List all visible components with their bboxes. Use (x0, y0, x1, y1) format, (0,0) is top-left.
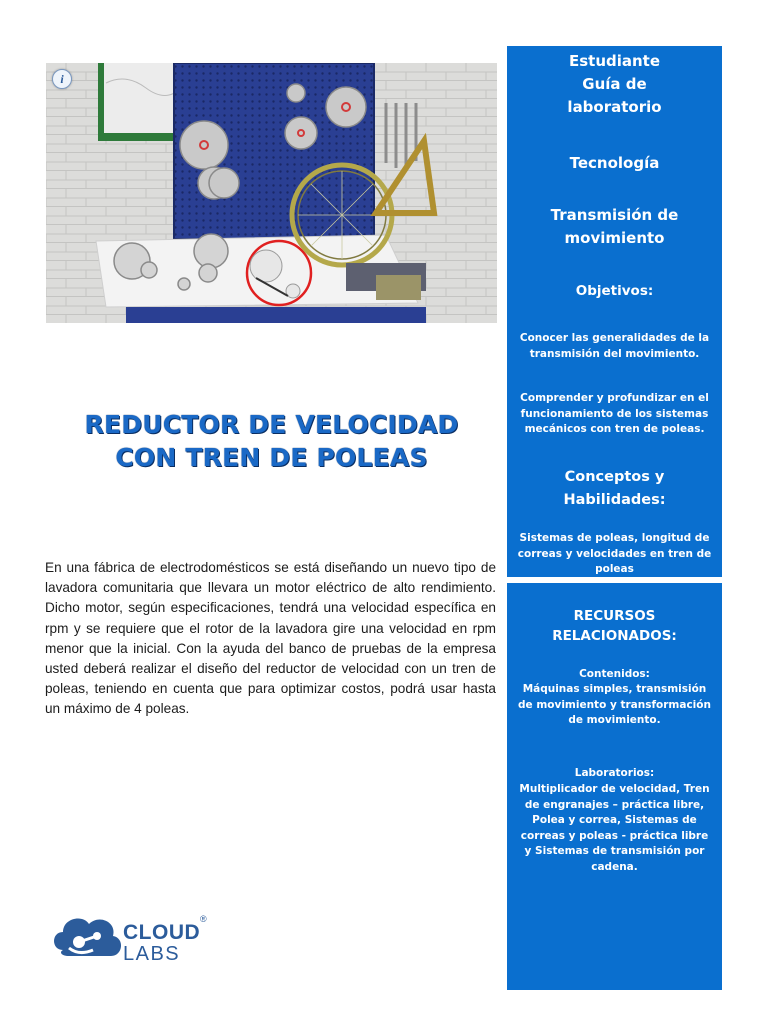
guide-sidebar (507, 46, 722, 990)
resources-heading (517, 606, 712, 646)
topic-line-1: Transmisión de (550, 206, 679, 224)
labs-text: Multiplicador de velocidad, Tren de engranajes – práctica libre, Polea y correa, Sistemas de correas y poleas - práctica libre y Sistemas de transmisión por cadena. (519, 783, 710, 873)
concepts-heading (517, 466, 712, 512)
cloudlabs-logo (49, 908, 219, 974)
concepts-text: Sistemas de poleas, longitud de correas y velocidades en tren de poleas (517, 532, 712, 575)
contents-text: Máquinas simples, transmisión de movimiento y transformación de movimiento. (518, 683, 711, 726)
resources-line-2: RELACIONADOS: (552, 628, 677, 644)
sidebar-divider (507, 577, 722, 583)
problem-statement: En una fábrica de electrodomésticos se está diseñando un nuevo tipo de lavadora comunitaria que llevara un motor eléctrico de alto rendimiento. Dicho motor, según especificaciones, tendrá una velocidad específica en rpm y se requiere que el rotor de la lavadora gire una velocidad en rpm menor que la inicial. Con la ayuda del banco de pruebas de la empresa usted deberá realizar el diseño del reductor de velocidad con un tren de poleas, teniendo en cuenta que para optimizar costos, podrá usar hasta un máximo de 4 poleas. (45, 560, 496, 717)
sidebar-role (517, 50, 712, 119)
lab-scene-svg (46, 63, 497, 323)
registered-mark: ® (200, 914, 207, 924)
title-line-2: CON TREN DE POLEAS (115, 443, 428, 472)
concepts-line-1: Conceptos y (564, 469, 665, 485)
logo-word-labs: LABS (123, 943, 181, 965)
objectives-heading: Objetivos: (575, 283, 654, 299)
title-line-1: REDUCTOR DE VELOCIDAD (84, 410, 459, 439)
contents-heading: Contenidos: (579, 668, 650, 680)
document-title (46, 408, 497, 474)
role-line-2: Guía de (582, 75, 647, 93)
logo-word-cloud: CLOUD (123, 921, 201, 944)
sidebar-subject: Tecnología (569, 154, 660, 172)
labs-heading: Laboratorios: (574, 767, 655, 779)
lab-illustration (46, 63, 497, 323)
role-line-3: laboratorio (567, 98, 662, 116)
objective-1: Conocer las generalidades de la transmisión del movimiento. (519, 332, 710, 360)
sidebar-topic (517, 204, 712, 250)
concepts-line-2: Habilidades: (563, 492, 666, 508)
cloud-icon (49, 908, 129, 974)
info-icon[interactable]: i (52, 69, 72, 89)
resources-line-1: RECURSOS (573, 608, 656, 624)
topic-line-2: movimiento (564, 229, 665, 247)
role-line-1: Estudiante (568, 52, 661, 70)
objective-2: Comprender y profundizar en el funcionamiento de los sistemas mecánicos con tren de poleas. (520, 392, 709, 435)
